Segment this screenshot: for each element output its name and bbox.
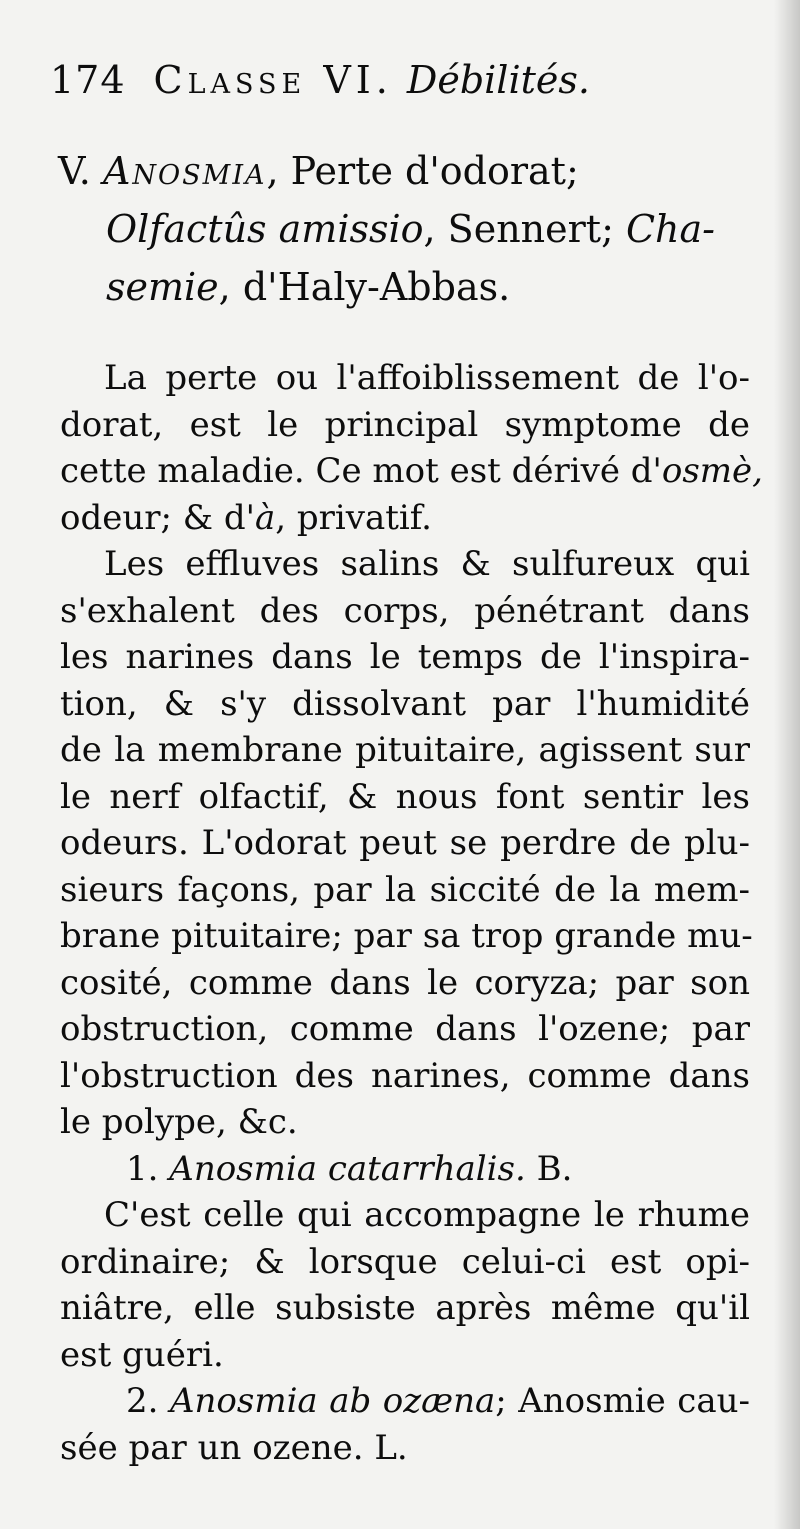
item-1-author: B.	[536, 1148, 573, 1189]
heading-line-2	[58, 200, 758, 258]
text-line: sée par un ozene. L.	[60, 1427, 408, 1468]
text-line: s'exhalent des corps, pénétrant dans	[60, 590, 750, 631]
text-line: Les effluves salins & sulfureux qui	[104, 544, 750, 584]
page-edge-shadow	[774, 0, 800, 1529]
entry-heading	[58, 142, 758, 316]
item-1-number: 1.	[126, 1148, 159, 1189]
heading-name: Anosmia	[102, 149, 267, 193]
class-label: Classe VI.	[153, 58, 393, 102]
text-line: les narines dans le temps de l'inspira-	[60, 637, 750, 677]
item-1-name: Anosmia catarrhalis.	[169, 1148, 526, 1189]
text-span: cette maladie. Ce mot est dérivé d'	[60, 451, 662, 491]
heading-author: , Sennert;	[423, 207, 614, 251]
body-text	[60, 355, 763, 1471]
text-span: , privatif.	[275, 497, 432, 538]
heading-numeral: V.	[58, 149, 91, 193]
text-line: est guéri.	[60, 1334, 224, 1375]
item-2-number: 2.	[126, 1381, 159, 1421]
text-line: La perte ou l'affoiblissement de l'o-	[104, 358, 750, 398]
heading-line-3	[58, 258, 758, 316]
section-label: Débilités.	[406, 58, 590, 102]
text-line: cosité, comme dans le coryza; par son	[60, 962, 750, 1003]
text-line: C'est celle qui accompagne le rhume	[104, 1195, 750, 1235]
greek-term: osmè,	[661, 451, 763, 491]
heading-line-1	[58, 142, 758, 200]
text-line: niâtre, elle subsiste après même qu'il	[60, 1288, 750, 1328]
heading-synonym-2a: Cha-	[625, 207, 716, 251]
text-line: ordinaire; & lorsque celui-ci est opi-	[60, 1241, 750, 1282]
greek-term: à	[254, 497, 276, 538]
text-line: sieurs façons, par la siccité de la mem-	[60, 869, 750, 910]
text-span: odeur; & d'	[60, 497, 255, 538]
heading-translation: , Perte d'odorat;	[266, 149, 579, 193]
page-number: 174	[50, 58, 126, 102]
text-line: de la membrane pituitaire, agissent sur	[60, 730, 750, 770]
text-line: le nerf olfactif, & nous font sentir les	[60, 776, 750, 817]
text-line: le polype, &c.	[60, 1102, 298, 1142]
heading-synonym: Olfactûs amissio	[106, 207, 424, 251]
text-line: brane pituitaire; par sa trop grande mu-	[60, 916, 753, 956]
text-line: obstruction, comme dans l'ozene; par	[60, 1009, 750, 1049]
text-line: odeurs. L'odorat peut se perdre de plu-	[60, 823, 750, 863]
text-line: tion, & s'y dissolvant par l'humidité	[60, 683, 750, 724]
item-2-rest: ; Anosmie cau-	[495, 1381, 750, 1421]
running-head	[50, 58, 750, 102]
text-line	[60, 448, 763, 495]
text-line: l'obstruction des narines, comme dans	[60, 1055, 750, 1096]
item-2-name: Anosmia ab ozæna	[169, 1381, 496, 1421]
item-2-title	[60, 1378, 750, 1425]
item-1-title	[60, 1146, 750, 1193]
text-line: dorat, est le principal symptome de	[60, 404, 750, 445]
heading-synonym-2b: semie	[106, 265, 219, 309]
text-line	[60, 495, 750, 542]
heading-author-2: , d'Haly-Abbas.	[218, 265, 511, 309]
